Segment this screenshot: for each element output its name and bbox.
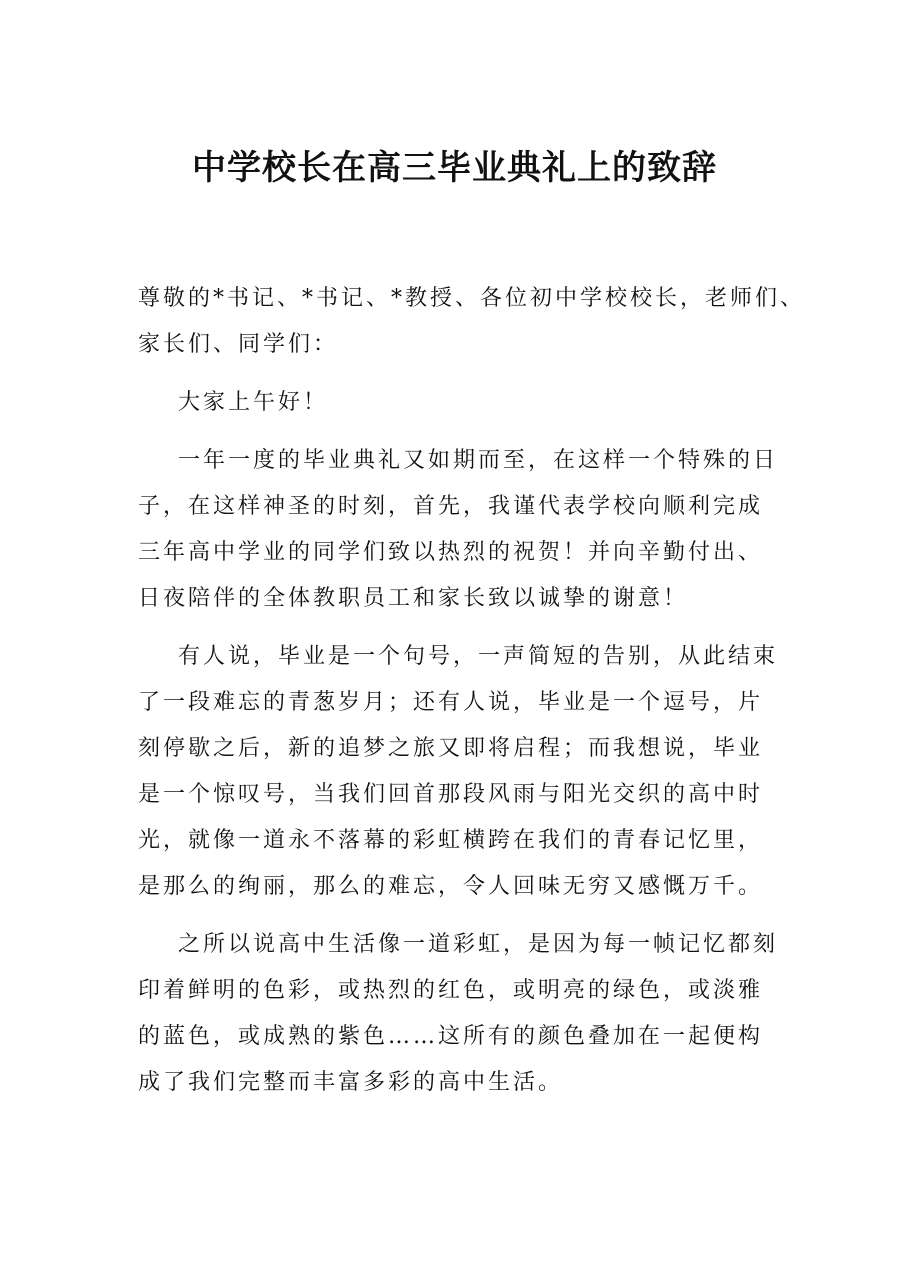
salutation-paragraph bbox=[138, 276, 806, 368]
paragraph-line: 的蓝色，或成熟的紫色……这所有的颜色叠加在一起便构 bbox=[138, 1024, 764, 1049]
body-paragraph-2 bbox=[138, 634, 786, 910]
paragraph-line: 印着鲜明的色彩，或热烈的红色，或明亮的绿色，或淡雅 bbox=[138, 978, 764, 1003]
body-paragraph-3 bbox=[138, 922, 786, 1106]
paragraph-line: 是那么的绚丽，那么的难忘，令人回味无穷又感慨万千。 bbox=[138, 874, 764, 899]
paragraph-line: 是一个惊叹号，当我们回首那段风雨与阳光交织的高中时 bbox=[138, 782, 764, 807]
paragraph-line: 日夜陪伴的全体教职员工和家长致以诚挚的谢意！ bbox=[138, 586, 689, 611]
greeting-line: 大家上午好！ bbox=[178, 390, 329, 415]
paragraph-line: 三年高中学业的同学们致以热烈的祝贺！并向辛勤付出、 bbox=[138, 540, 764, 565]
body-paragraph-1 bbox=[138, 438, 786, 622]
greeting-paragraph bbox=[138, 380, 786, 426]
salutation-line: 家长们、同学们： bbox=[138, 332, 339, 357]
document-title: 中学校长在高三毕业典礼上的致辞 bbox=[192, 148, 717, 188]
paragraph-line: 刻停歇之后，新的追梦之旅又即将启程；而我想说，毕业 bbox=[138, 736, 764, 761]
paragraph-line: 成了我们完整而丰富多彩的高中生活。 bbox=[138, 1070, 564, 1095]
paragraph-line: 一年一度的毕业典礼又如期而至，在这样一个特殊的日 bbox=[178, 448, 779, 473]
salutation-line: 尊敬的*书记、*书记、*教授、各位初中学校校长，老师们、 bbox=[138, 286, 806, 311]
document-body bbox=[138, 276, 806, 1118]
paragraph-line: 光，就像一道永不落幕的彩虹横跨在我们的青春记忆里， bbox=[138, 828, 764, 853]
paragraph-line: 之所以说高中生活像一道彩虹，是因为每一帧记忆都刻 bbox=[178, 932, 779, 957]
paragraph-line: 有人说，毕业是一个句号，一声简短的告别，从此结束 bbox=[178, 644, 779, 669]
paragraph-line: 子，在这样神圣的时刻，首先，我谨代表学校向顺利完成 bbox=[138, 494, 764, 519]
paragraph-line: 了一段难忘的青葱岁月；还有人说，毕业是一个逗号，片 bbox=[138, 690, 764, 715]
